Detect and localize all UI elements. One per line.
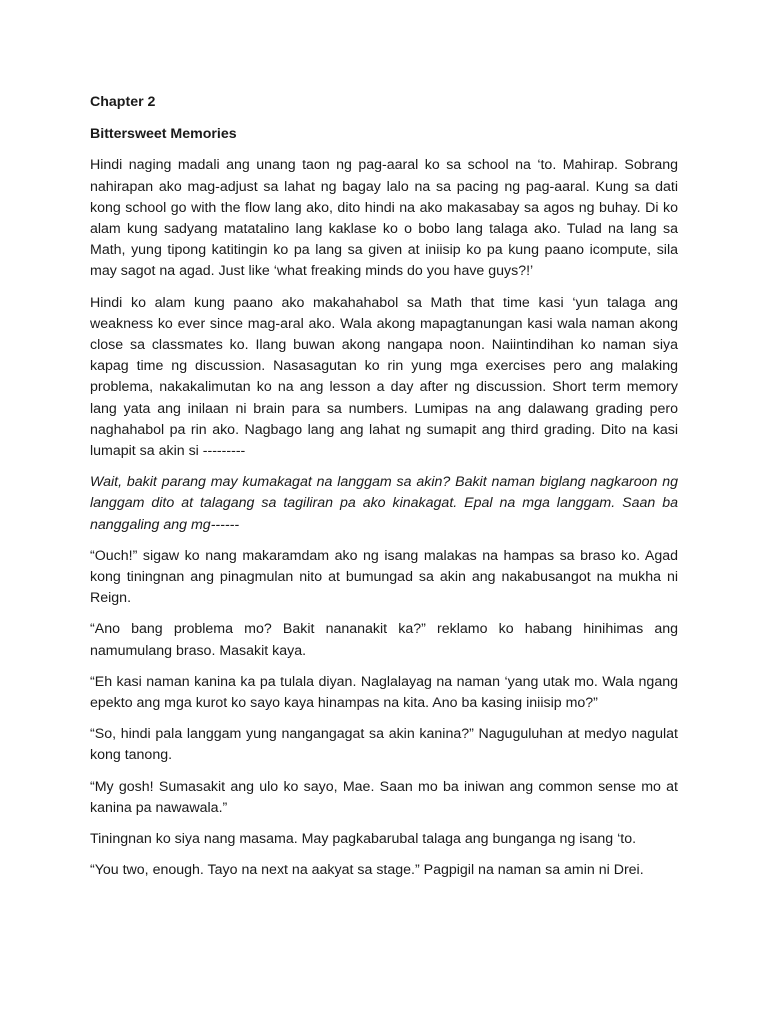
chapter-heading: Chapter 2 — [90, 94, 156, 110]
paragraph: “Ano bang problema mo? Bakit nananakit ka?” reklamo ko habang hinihimas ang namumulang braso. Masakit kaya. — [90, 621, 678, 659]
document-page — [90, 92, 678, 892]
paragraph: Tiningnan ko siya nang masama. May pagkabarubal talaga ang bunganga ng isang ‘to. — [90, 831, 637, 848]
chapter-title: Bittersweet Memories — [90, 126, 237, 143]
paragraph: “You two, enough. Tayo na next na aakyat sa stage.” Pagpigil na naman sa amin ni Drei. — [90, 862, 644, 879]
paragraph: “So, hindi pala langgam yung nangangagat sa akin kanina?” Naguguluhan at medyo nagulat kong tanong. — [90, 726, 678, 764]
paragraph: Hindi ko alam kung paano ako makahahabol sa Math that time kasi ‘yun talaga ang weakness ko ever since mag-aral ako. Wala akong mapagtanungan kasi wala naman akong close sa classmates ko. Ilang buwan akong nangapa noon. Naiintindihan ko naman siya kapag time ng discussion. Nasasagutan ko rin yung mga exercises pero ang malaking problema, nakakalimutan ko na ang lesson a day after ng discussion. Short term memory lang yata ang inilaan ni brain para sa numbers. Lumipas na ang dalawang grading pero naghahabol pa rin ako. Nagbago lang ang lahat ng sumapit ang third grading. Dito na kasi lumapit sa akin si --------- — [90, 294, 678, 460]
paragraph: Hindi naging madali ang unang taon ng pag-aaral ko sa school na ‘to. Mahirap. Sobrang nahirapan ako mag-adjust sa lahat ng bagay lalo na sa pacing ng pag-aaral. Kung sa dati kong school go with the flow lang ako, dito hindi na ako makasabay sa agos ng buhay. Di ko alam kung sadyang matatalino lang kaklase ko o bobo lang talaga ako. Tulad na lang sa Math, yung tipong katitingin ko pa lang sa given at iniisip ko pa kung paano icompute, sila may sagot na agad. Just like ‘what freaking minds do you have guys?!’ — [90, 157, 678, 280]
paragraph: “Ouch!” sigaw ko nang makaramdam ako ng isang malakas na hampas sa braso ko. Agad kong tiningnan ang pinagmulan nito at bumungad sa akin ang nakabusangot na mukha ni Reign. — [90, 547, 678, 607]
paragraph: “Eh kasi naman kanina ka pa tulala diyan. Naglalayag na naman ‘yang utak mo. Wala ngang epekto ang mga kurot ko sayo kaya hinampas na kita. Ano ba kasing iniisip mo?” — [90, 673, 678, 712]
paragraph-italic: Wait, bakit parang may kumakagat na langgam sa akin? Bakit naman biglang nagkaroon ng langgam dito at talagang sa tagiliran pa ako kinakagat. Epal na mga langgam. Saan ba nanggaling ang mg------ — [90, 474, 678, 533]
paragraph: “My gosh! Sumasakit ang ulo ko sayo, Mae. Saan mo ba iniwan ang common sense mo at kanina pa nawawala.” — [90, 778, 678, 816]
